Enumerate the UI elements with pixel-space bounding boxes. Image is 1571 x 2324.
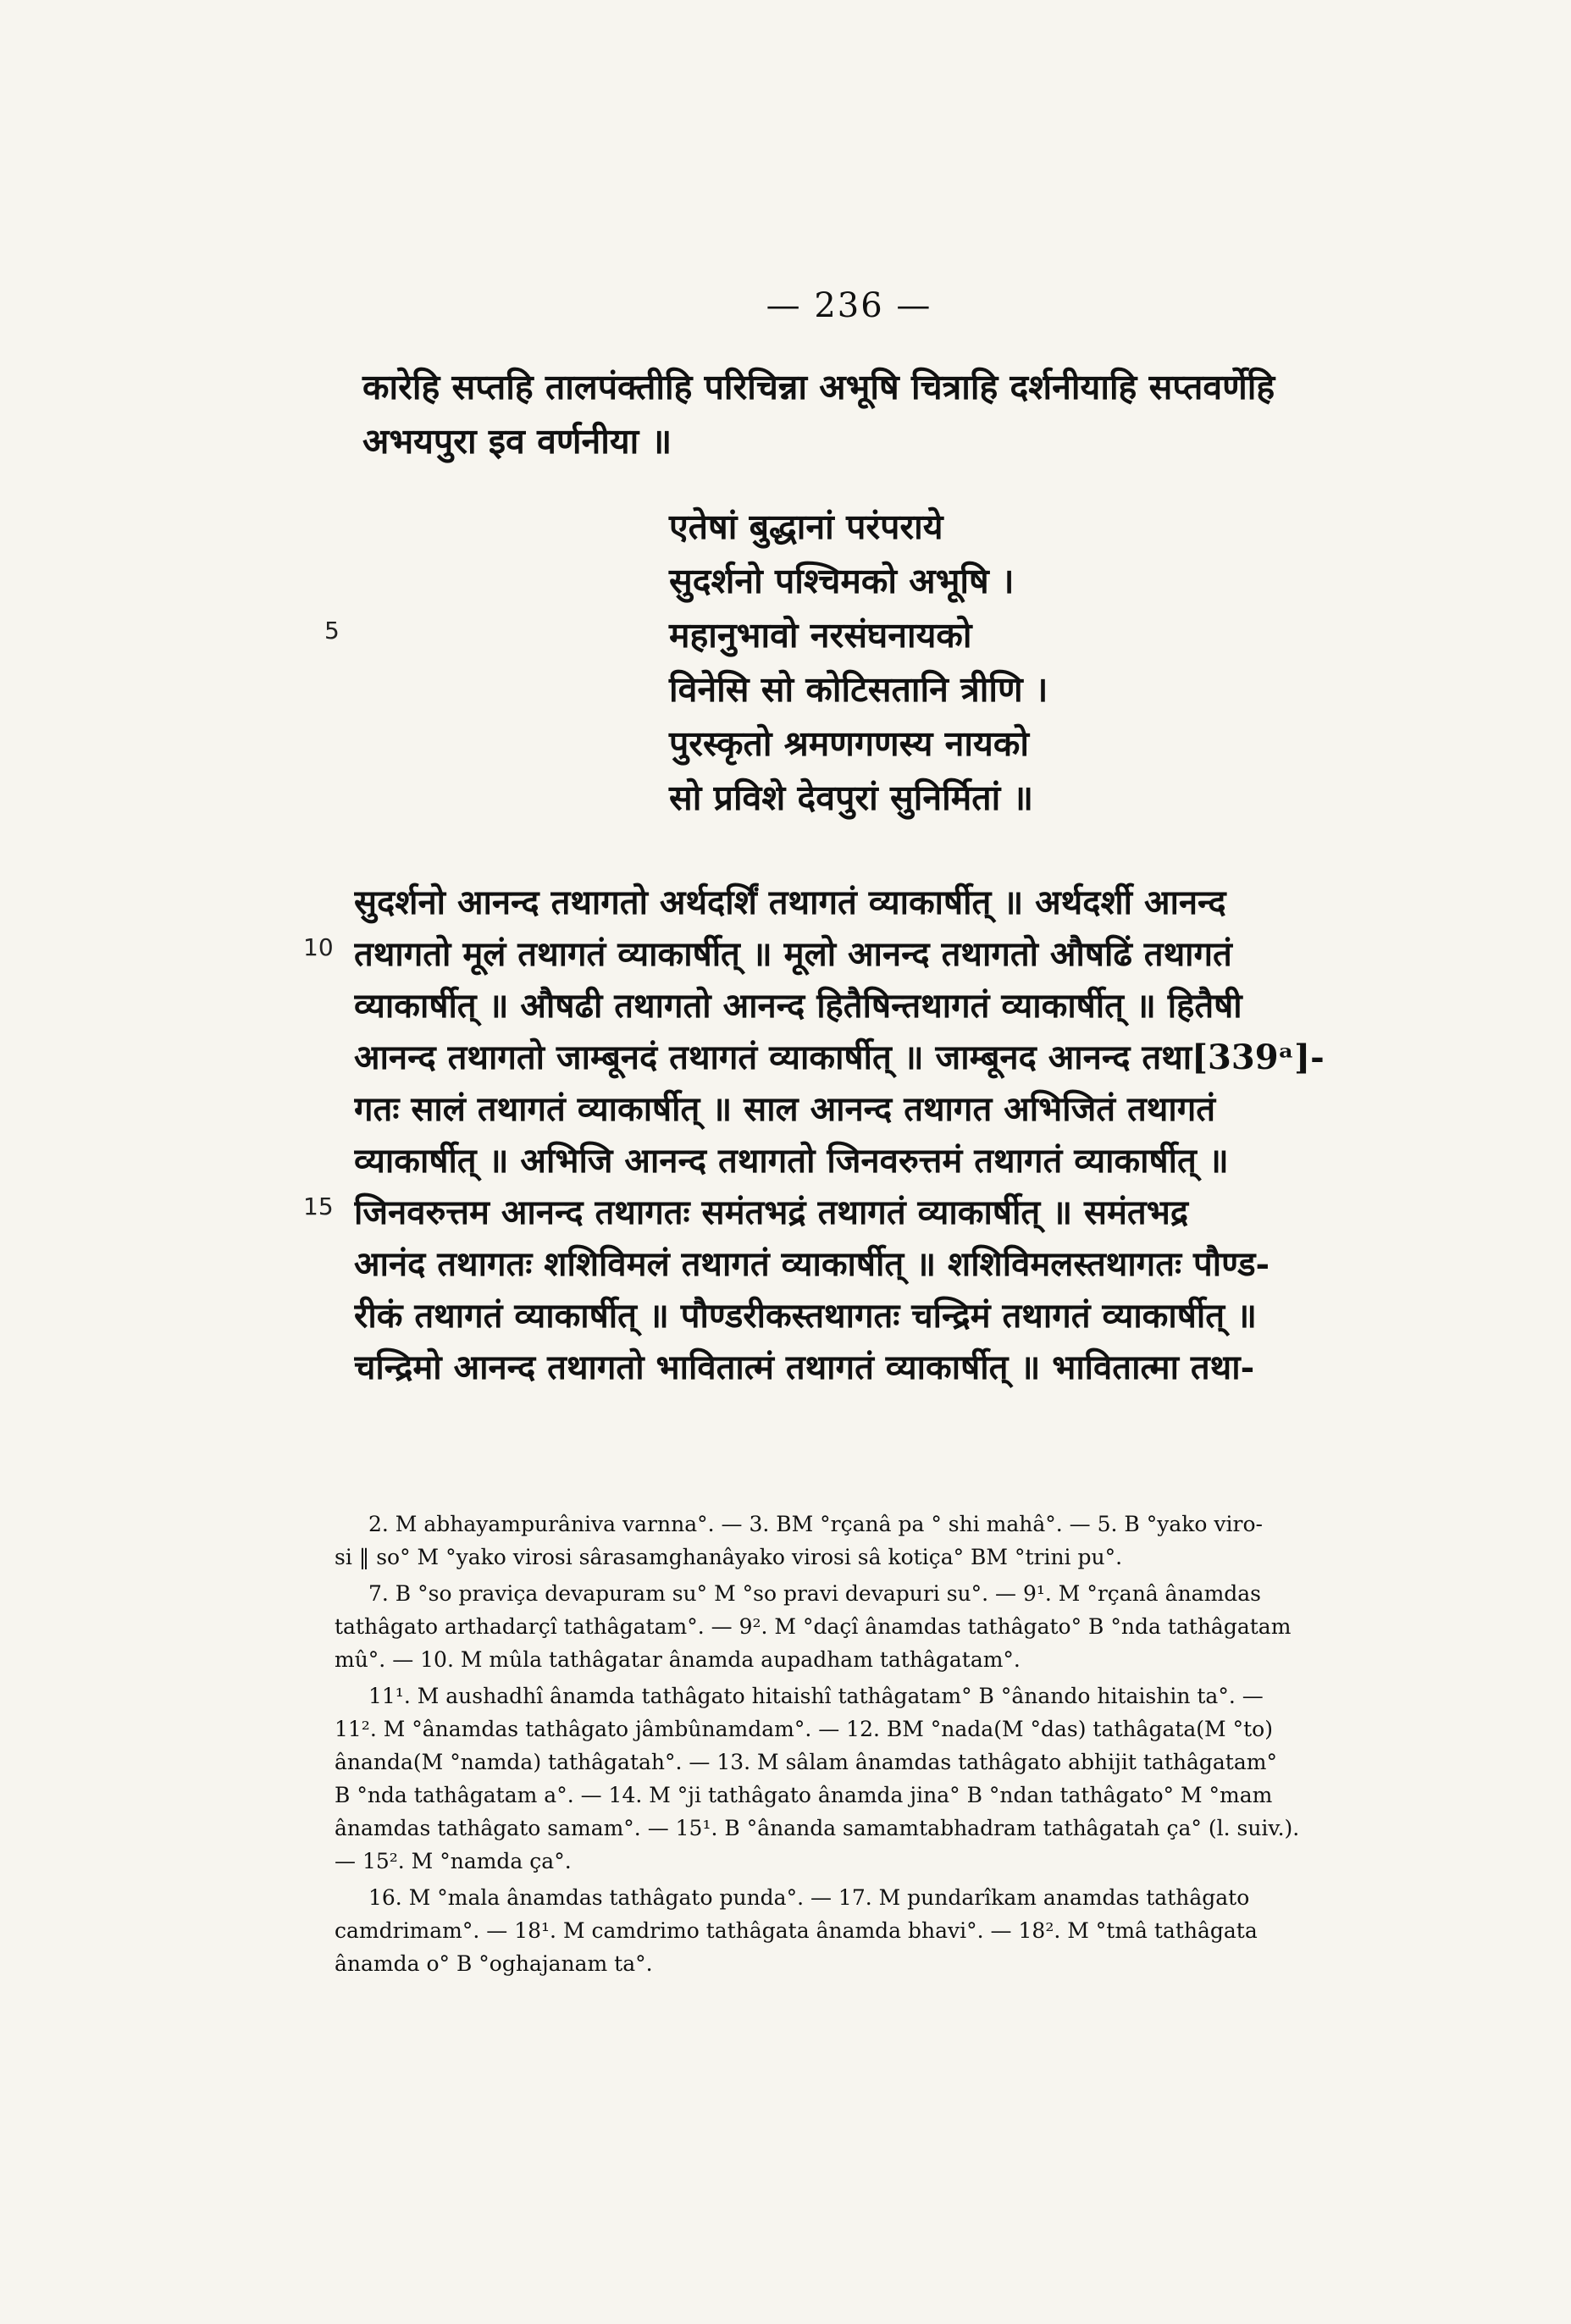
footnote-line: — 15². M °namda ça°.: [335, 1849, 572, 1873]
footnote-line: 2. M abhayampurâniva varnna°. — 3. BM °rçanâ pa ° shi mahâ°. — 5. B °yako viro-: [368, 1512, 1263, 1536]
text-line: जिनवरुत्तम आनन्द तथागतः समंतभद्रं तथागतं व्याकार्षीत् ॥ समंतभद्र: [354, 1192, 1189, 1232]
footnote-line: 11¹. M aushadhî ânamda tathâgato hitaishî tathâgatam° B °ânando hitaishin ta°. —: [368, 1684, 1264, 1708]
footnotes: [335, 1508, 1444, 1984]
text-line: गतः सालं तथागतं व्याकार्षीत् ॥ साल आनन्द तथागत अभिजितं तथागतं: [354, 1089, 1216, 1129]
footnote-paragraph: [335, 1508, 1444, 1574]
verse-block: [669, 500, 1431, 825]
verse-line: सुदर्शनो पश्चिमको अभूषि ।: [669, 561, 1015, 601]
verse-line: एतेषां बुद्धानां परंपराये: [669, 506, 943, 547]
page-number: — 236 —: [766, 286, 932, 325]
footnote-line: si ‖ so° M °yako virosi sârasamghanâyako virosi sâ kotiça° BM °trini pu°.: [335, 1545, 1123, 1569]
text-line: तथागतो मूलं तथागतं व्याकार्षीत् ॥ मूलो आनन्द तथागतो औषढिं तथागतं: [354, 934, 1232, 974]
text-line: अभयपुरा इव वर्णनीया ॥: [362, 421, 672, 462]
line-number-10: 10: [303, 933, 334, 961]
text-line: रीकं तथागतं व्याकार्षीत् ॥ पौण्डरीकस्तथागतः चन्द्रिमं तथागतं व्याकार्षीत् ॥: [354, 1296, 1257, 1336]
footnote-line: ânanda(M °namda) tathâgatah°. — 13. M sâlam ânamdas tathâgato abhijit tathâgatam°: [335, 1750, 1277, 1774]
footnote-line: ânamdas tathâgato samam°. — 15¹. B °ânanda samamtabhadram tathâgatah ça° (l. suiv.).: [335, 1816, 1300, 1840]
footnote-paragraph: [335, 1881, 1444, 1980]
footnote-line: B °nda tathâgatam a°. — 14. M °ji tathâgato ânamda jina° B °ndan tathâgato° M °mam: [335, 1783, 1273, 1807]
verse-line: महानुभावो नरसंघनायको: [669, 615, 972, 656]
footnote-line: 7. B °so praviça devapuram su° M °so pravi devapuri su°. — 9¹. M °rçanâ ânamdas: [368, 1581, 1262, 1606]
prose-top: [362, 360, 1430, 468]
text-line: आनंद तथागतः शशिविमलं तथागतं व्याकार्षीत् ॥ शशिविमलस्तथागतः पौण्ड-: [354, 1244, 1270, 1284]
text-line: आनन्द तथागतो जाम्बूनदं तथागतं व्याकार्षीत् ॥ जाम्बूनद आनन्द तथा[339ᵃ]-: [354, 1038, 1325, 1077]
footnote-line: 11². M °ânamdas tathâgato jâmbûnamdam°. — 12. BM °nada(M °das) tathâgata(M °to): [335, 1717, 1273, 1741]
line-number-5: 5: [324, 617, 340, 645]
prose-main: [354, 877, 1442, 1393]
footnote-paragraph: [335, 1577, 1444, 1676]
footnote-line: tathâgato arthadarçî tathâgatam°. — 9². M °daçî ânamdas tathâgato° B °nda tathâgatam: [335, 1614, 1292, 1639]
line-number-15: 15: [303, 1192, 334, 1220]
footnote-line: ânamda o° B °oghajanam ta°.: [335, 1951, 653, 1976]
text-line: सुदर्शनो आनन्द तथागतो अर्थदर्शिं तथागतं व्याकार्षीत् ॥ अर्थदर्शी आनन्द: [354, 883, 1226, 922]
verse-line: विनेसि सो कोटिसतानि त्रीणि ।: [669, 669, 1048, 710]
text-line: चन्द्रिमो आनन्द तथागतो भावितात्मं तथागतं व्याकार्षीत् ॥ भावितात्मा तथा-: [354, 1347, 1255, 1387]
footnote-line: mû°. — 10. M mûla tathâgatar ânamda aupadham tathâgatam°.: [335, 1647, 1021, 1672]
verse-line: पुरस्कृतो श्रमणगणस्य नायको: [669, 723, 1029, 764]
footnote-paragraph: [335, 1679, 1444, 1878]
footnote-line: 16. M °mala ânamdas tathâgato punda°. — 17. M pundarîkam anamdas tathâgato: [368, 1885, 1250, 1910]
footnote-line: camdrimam°. — 18¹. M camdrimo tathâgata ânamda bhavi°. — 18². M °tmâ tathâgata: [335, 1918, 1258, 1943]
verse-line: सो प्रविशे देवपुरां सुनिर्मितां ॥: [669, 777, 1034, 818]
text-line: कारेहि सप्तहि तालपंक्तीहि परिचिन्ना अभूषि चित्राहि दर्शनीयाहि सप्तवर्णेहि: [362, 367, 1275, 407]
text-line: व्याकार्षीत् ॥ अभिजि आनन्द तथागतो जिनवरुत्तमं तथागतं व्याकार्षीत् ॥: [354, 1141, 1229, 1181]
text-line: व्याकार्षीत् ॥ औषढी तथागतो आनन्द हितैषिन्तथागतं व्याकार्षीत् ॥ हितैषी: [354, 986, 1242, 1026]
